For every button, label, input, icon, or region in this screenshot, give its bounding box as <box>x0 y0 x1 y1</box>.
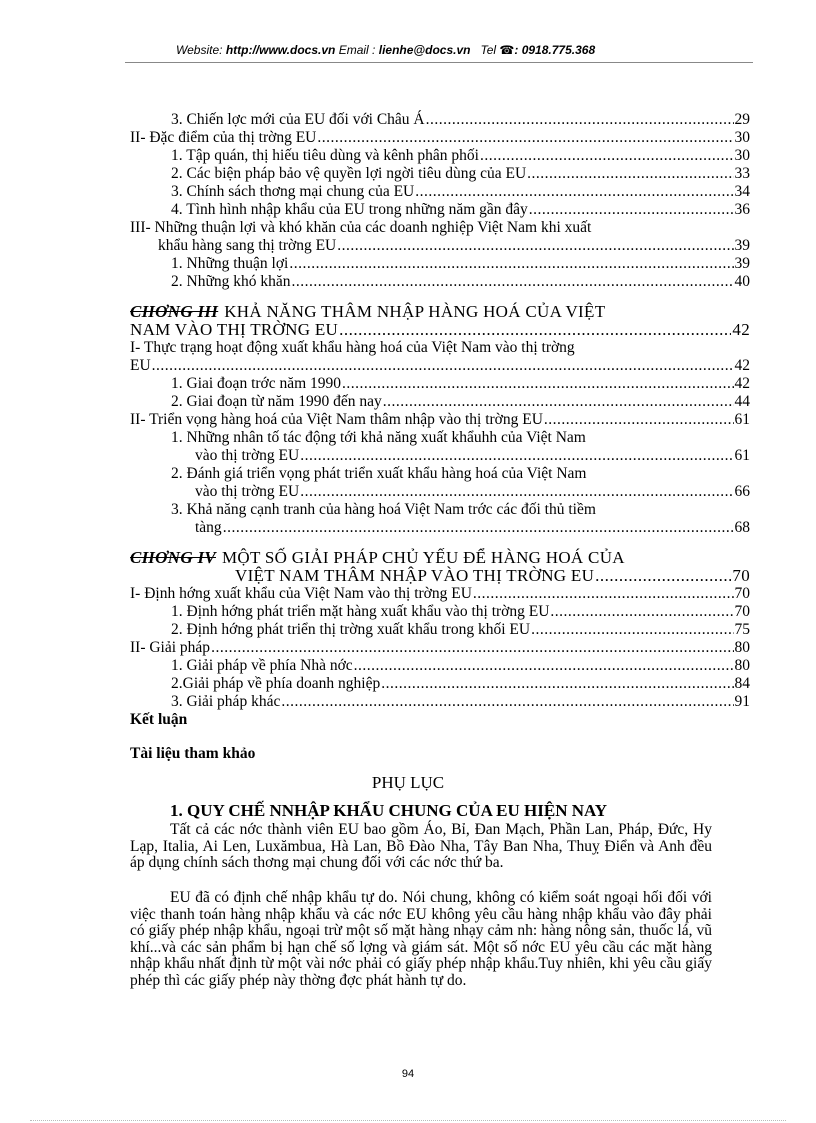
chapter-4-heading[interactable] <box>130 549 750 567</box>
leader-dots <box>550 603 733 621</box>
toc-entry[interactable] <box>130 657 750 675</box>
toc-entry[interactable] <box>130 183 750 201</box>
toc-entry[interactable] <box>130 639 750 657</box>
chapter-3-heading-cont[interactable] <box>130 321 750 339</box>
toc-entry-page: 70 <box>734 603 750 620</box>
chapter-4-heading-cont[interactable] <box>130 567 750 585</box>
email-link[interactable]: lienhe@docs.vn <box>378 43 471 57</box>
chapter-4-title-1: MỘT SỐ GIẢI PHÁP CHỦ YẾU ĐỂ HÀNG HOÁ CỦA <box>222 548 625 567</box>
toc-entry-title: 1. Những thuận lợi <box>171 255 289 272</box>
chapter-3-page: 42 <box>732 320 750 339</box>
toc-entry[interactable] <box>130 129 750 147</box>
toc-entry-title: 2. Các biện pháp bảo vệ quyền lợi ngời tiêu dùng của EU <box>171 165 527 182</box>
toc-entry-page: 34 <box>734 183 750 200</box>
toc-entry[interactable] <box>130 201 750 219</box>
leader-dots <box>383 393 734 411</box>
leader-dots <box>291 273 733 291</box>
toc-entry-title: I- Thực trạng hoạt động xuất khẩu hàng hoá của Việt Nam vào thị trờng <box>130 339 575 356</box>
chapter-3-title-2: NAM VÀO THỊ TRỜNG EU <box>130 320 339 339</box>
toc-entry-page: 33 <box>734 165 750 182</box>
toc-entry-title: vào thị trờng EU <box>195 483 300 500</box>
appendix-paragraph-1: Tất cả các nớc thành viên EU bao gồm Áo, Bỉ, Đan Mạch, Phần Lan, Pháp, Đức, Hy Lạp, Italia, Ai Len, Luxămbua, Hà Lan, Bồ Đào Nha, Tây Ban Nha, Thuỵ Điển và Anh đều áp dụng chính sách thơng mại chung đối với các nớc thứ ba. <box>130 821 712 871</box>
toc-entry-page: 80 <box>734 657 750 674</box>
table-of-contents <box>130 111 750 763</box>
toc-entry-page: 75 <box>734 621 750 638</box>
chapter-4-page: 70 <box>732 566 750 585</box>
toc-entry-title: 1. Định hớng phát triển mặt hàng xuất khẩu vào thị trờng EU <box>171 603 550 620</box>
toc-entry[interactable] <box>130 603 750 621</box>
toc-entry-page: 84 <box>734 675 750 692</box>
leader-dots <box>339 321 731 339</box>
tel-label: Tel <box>480 43 497 57</box>
toc-entry-page: 39 <box>734 255 750 272</box>
appendix-paragraph-2: EU đã có định chế nhập khẩu tự do. Nói chung, không có kiểm soát ngoại hối đối với việc thanh toán hàng nhập khẩu và các nớc EU không yêu cầu hàng nhập khẩu vào đây phải có giấy phép nhập khẩu, ngoại trừ một số mặt hàng nhạy cảm nh: hàng nông sản, thuốc lá, vũ khí...và các sản phẩm bị hạn chế số lợng và giám sát. Một số nớc EU yêu cầu các mặt hàng nhập khẩu nhất định từ một vài nớc phải có giấy phép nhập khẩu.Tuy nhiên, khi yêu cầu giấy phép thì các giấy phép này thờng đợc phát hành tự do. <box>130 889 712 989</box>
toc-entry-title: 4. Tình hình nhập khẩu của EU trong những năm gần đây <box>171 201 528 218</box>
spacer <box>130 729 750 745</box>
leader-dots <box>415 183 733 201</box>
toc-entry-title: vào thị trờng EU <box>195 447 300 464</box>
references-heading[interactable] <box>130 745 750 763</box>
leader-dots <box>473 585 734 603</box>
leader-dots <box>595 567 731 585</box>
toc-entry-page: 30 <box>734 129 750 146</box>
toc-entry-page: 42 <box>734 375 750 392</box>
toc-entry-title: 1. Những nhân tố tác động tới khả năng xuất khẩuhh của Việt Nam <box>171 429 586 446</box>
toc-entry-title: tàng <box>195 519 222 536</box>
toc-entry-page: 29 <box>734 111 750 128</box>
leader-dots <box>480 147 734 165</box>
toc-entry-page: 40 <box>734 273 750 290</box>
leader-dots <box>531 621 733 639</box>
toc-entry-page: 39 <box>734 237 750 254</box>
email-label: Email : <box>338 43 376 57</box>
toc-entry[interactable] <box>130 393 750 411</box>
toc-entry[interactable] <box>130 273 750 291</box>
toc-entry[interactable] <box>130 147 750 165</box>
toc-entry-page: 36 <box>734 201 750 218</box>
toc-entry-title: III- Những thuận lợi và khó khăn của các doanh nghiệp Việt Nam khi xuất <box>130 219 592 236</box>
toc-entry-page: 42 <box>734 357 750 374</box>
toc-entry[interactable] <box>130 693 750 711</box>
conclusion-text: Kết luận <box>130 711 188 728</box>
toc-entry-page: 61 <box>734 447 750 464</box>
toc-entry[interactable] <box>130 429 750 447</box>
toc-entry-title: 3. Giải pháp khác <box>171 693 281 710</box>
toc-entry[interactable] <box>130 483 750 501</box>
toc-entry-title: 2. Đánh giá triển vọng phát triển xuất khẩu hàng hoá của Việt Nam <box>171 465 587 482</box>
references-text: Tài liệu tham khảo <box>130 745 256 762</box>
toc-entry-title: II- Giải pháp <box>130 639 211 656</box>
conclusion-heading[interactable] <box>130 711 750 729</box>
toc-entry-title: 3. Chính sách thơng mại chung của EU <box>171 183 415 200</box>
toc-section-2 <box>130 111 750 291</box>
toc-entry[interactable] <box>130 411 750 429</box>
leader-dots <box>152 357 734 375</box>
toc-section-3 <box>130 339 750 537</box>
toc-entry-page: 44 <box>734 393 750 410</box>
header-rule <box>125 62 753 63</box>
appendix-title: PHỤ LỤC <box>371 773 445 792</box>
toc-entry-page: 80 <box>734 639 750 656</box>
toc-entry-page: 30 <box>734 147 750 164</box>
leader-dots <box>317 129 733 147</box>
toc-entry-title: EU <box>130 357 151 374</box>
toc-entry[interactable] <box>130 375 750 393</box>
toc-entry[interactable] <box>130 675 750 693</box>
toc-entry[interactable] <box>130 219 750 237</box>
leader-dots <box>544 411 734 429</box>
leader-dots <box>223 519 734 537</box>
toc-entry[interactable] <box>130 165 750 183</box>
toc-entry-page: 61 <box>734 411 750 428</box>
chapter-3-heading[interactable] <box>130 303 750 321</box>
leader-dots <box>381 675 733 693</box>
leader-dots <box>426 111 734 129</box>
bottom-rule <box>30 1120 786 1121</box>
leader-dots <box>211 639 733 657</box>
toc-entry-title: 2.Giải pháp về phía doanh nghiệp <box>171 675 381 692</box>
chapter-3-label: CHƠNG III <box>130 302 219 321</box>
toc-entry[interactable] <box>130 111 750 129</box>
toc-entry[interactable] <box>130 255 750 273</box>
toc-entry-title: 1. Giai đoạn trớc năm 1990 <box>171 375 342 392</box>
website-link[interactable]: http://www.docs.vn <box>225 43 336 57</box>
leader-dots <box>342 375 733 393</box>
toc-entry[interactable] <box>130 237 750 255</box>
leader-dots <box>289 255 733 273</box>
page-header <box>176 43 696 57</box>
toc-entry[interactable] <box>130 585 750 603</box>
toc-entry[interactable] <box>130 519 750 537</box>
phone-icon: ☎ <box>499 43 515 57</box>
chapter-4-label: CHƠNG IV <box>130 548 216 567</box>
toc-section-4 <box>130 585 750 711</box>
toc-entry-title: II- Đặc điểm của thị trờng EU <box>130 129 317 146</box>
toc-entry[interactable] <box>130 357 750 375</box>
website-label: Website: <box>176 43 223 57</box>
toc-entry-title: 3. Chiến lợc mới của EU đối với Châu Á <box>171 111 425 128</box>
leader-dots <box>300 447 733 465</box>
toc-entry-page: 66 <box>734 483 750 500</box>
tel-number: : 0918.775.368 <box>514 43 596 57</box>
toc-entry[interactable] <box>130 501 750 519</box>
leader-dots <box>529 201 734 219</box>
leader-dots <box>354 657 734 675</box>
toc-entry[interactable] <box>130 339 750 357</box>
leader-dots <box>281 693 733 711</box>
toc-entry-title: 2. Những khó khăn <box>171 273 291 290</box>
toc-entry[interactable] <box>130 621 750 639</box>
toc-entry-title: 1. Giải pháp về phía Nhà nớc <box>171 657 353 674</box>
chapter-4-title-2: VIỆT NAM THÂM NHẬP VÀO THỊ TRỜNG EU <box>235 566 595 585</box>
leader-dots <box>527 165 733 183</box>
chapter-3-title-1: KHẢ NĂNG THÂM NHẬP HÀNG HOÁ CỦA VIỆT <box>224 302 606 321</box>
toc-entry-title: I- Định hớng xuất khẩu của Việt Nam vào thị trờng EU <box>130 585 472 602</box>
toc-entry-title: 3. Khả năng cạnh tranh của hàng hoá Việt Nam trớc các đối thủ tiềm <box>171 501 596 518</box>
toc-entry-title: 2. Định hớng phát triển thị trờng xuất khẩu trong khối EU <box>171 621 531 638</box>
toc-entry-title: 1. Tập quán, thị hiếu tiêu dùng và kênh phân phối <box>171 147 479 164</box>
page-number: 94 <box>401 1068 415 1080</box>
toc-entry-title: II- Triển vọng hàng hoá của Việt Nam thâm nhập vào thị trờng EU <box>130 411 543 428</box>
toc-entry-title: khẩu hàng sang thị trờng EU <box>158 237 337 254</box>
toc-entry-title: 2. Giai đoạn từ năm 1990 đến nay <box>171 393 382 410</box>
toc-entry[interactable] <box>130 465 750 483</box>
toc-entry-page: 70 <box>734 585 750 602</box>
toc-entry-page: 91 <box>734 693 750 710</box>
leader-dots <box>300 483 733 501</box>
toc-entry-page: 68 <box>734 519 750 536</box>
appendix-subtitle: 1. QUY CHẾ NNHẬP KHẨU CHUNG CỦA EU HIỆN NAY <box>170 801 607 820</box>
leader-dots <box>337 237 733 255</box>
toc-entry[interactable] <box>130 447 750 465</box>
